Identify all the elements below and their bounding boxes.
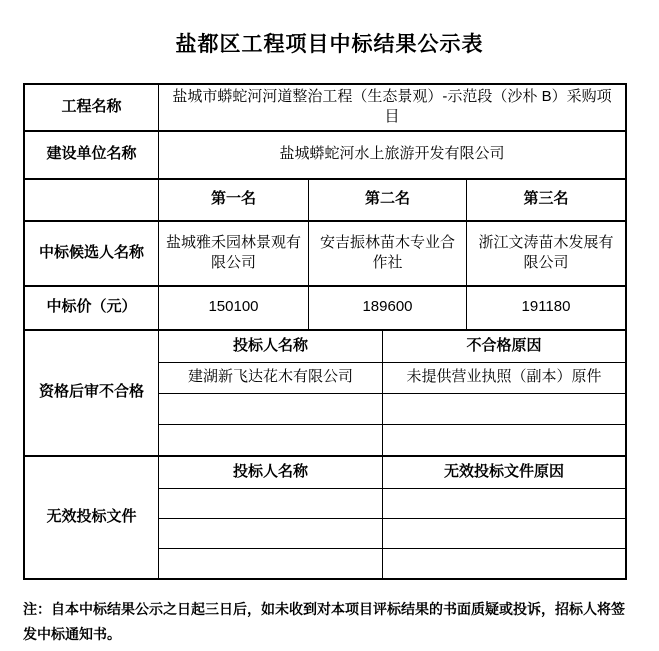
invalid-row-2 [159, 519, 625, 549]
rank-header-third: 第三名 [523, 190, 569, 208]
unqualified-bidder-name-header: 投标人名称 [159, 331, 383, 362]
project-name-value: 盐城市蟒蛇河河道整治工程（生态景观）-示范段（沙朴 B）采购项目 [172, 88, 612, 126]
unqualified-row-2 [159, 394, 625, 425]
owner-name-value: 盐城蟒蛇河水上旅游开发有限公司 [279, 145, 505, 163]
footer-note: 注：自本中标结果公示之日起三日后，如未收到对本项目评标结果的书面质疑或投诉，招标人将签发中标通知书。 [23, 601, 625, 642]
candidates-label: 中标候选人名称 [25, 222, 159, 285]
invalid-bidder-name-1 [159, 489, 383, 518]
invalid-reason-header: 无效投标文件原因 [443, 462, 564, 480]
rank-header-blank-cell [25, 180, 159, 220]
row-candidates [25, 222, 625, 287]
page-title: 盐都区工程项目中标结果公示表 [175, 32, 484, 56]
bid-results-table [23, 83, 627, 580]
invalid-reason-1 [383, 489, 625, 518]
owner-name-label: 建设单位名称 [25, 132, 159, 178]
section-post-qualification-unqualified [25, 331, 625, 457]
invalid-section-label: 无效投标文件 [25, 457, 159, 578]
invalid-row-1 [159, 489, 625, 519]
unqualified-row-3 [159, 425, 625, 455]
invalid-bidder-name-2 [159, 519, 383, 548]
unqualified-reason-1: 未提供营业执照（副本）原件 [406, 368, 602, 386]
unqualified-bidder-name-1: 建湖新飞达花木有限公司 [159, 363, 383, 393]
invalid-header-row [159, 457, 625, 489]
unqualified-reason-header: 不合格原因 [466, 336, 542, 354]
unqualified-bidder-name-3 [159, 425, 383, 455]
candidate-third: 浙江文涛苗木发展有限公司 [478, 233, 614, 271]
invalid-reason-3 [383, 549, 625, 578]
invalid-section-grid [159, 457, 625, 578]
unqualified-row-1 [159, 363, 625, 394]
unqualified-reason-3 [383, 425, 625, 455]
section-invalid-bid-documents [25, 457, 625, 578]
project-name-label: 工程名称 [25, 85, 159, 130]
invalid-bidder-name-3 [159, 549, 383, 578]
bid-price-second: 189600 [309, 287, 467, 329]
row-owner-name [25, 132, 625, 180]
bid-price-first: 150100 [159, 287, 309, 329]
rank-header-first: 第一名 [159, 180, 309, 220]
bid-price-third: 191180 [521, 298, 571, 316]
rank-header-second: 第二名 [309, 180, 467, 220]
unqualified-section-label: 资格后审不合格 [25, 331, 159, 455]
candidate-first: 盐城雅禾园林景观有限公司 [159, 222, 309, 285]
row-project-name [25, 85, 625, 132]
unqualified-reason-2 [383, 394, 625, 424]
row-rank-headers [25, 180, 625, 222]
invalid-bidder-name-header: 投标人名称 [159, 457, 383, 488]
unqualified-header-row [159, 331, 625, 363]
row-bid-prices [25, 287, 625, 331]
invalid-row-3 [159, 549, 625, 578]
unqualified-bidder-name-2 [159, 394, 383, 424]
bid-price-label: 中标价（元） [25, 287, 159, 329]
unqualified-section-grid [159, 331, 625, 455]
invalid-reason-2 [383, 519, 625, 548]
candidate-second: 安吉振林苗木专业合作社 [309, 222, 467, 285]
